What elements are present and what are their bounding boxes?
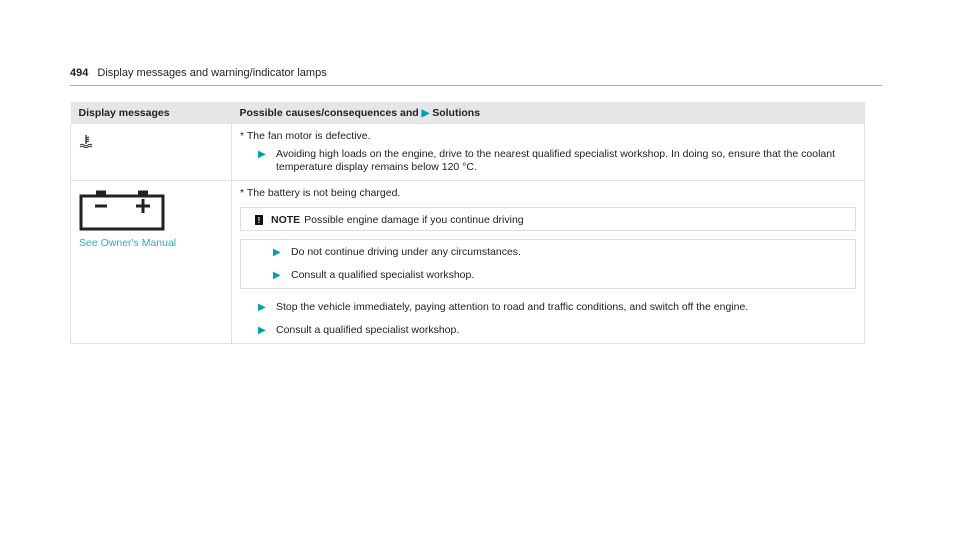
note-box [240, 207, 856, 231]
cooling-fan-icon [79, 134, 93, 148]
play-triangle-icon: ▶ [273, 270, 281, 281]
play-triangle-icon: ▶ [421, 107, 430, 119]
owners-manual-link[interactable]: See Owner's Manual [79, 237, 177, 249]
display-messages-table [70, 102, 865, 344]
causes-solutions-cell [232, 181, 865, 344]
col-header-causes-solutions: Possible causes/consequences and ▶ Solutions [232, 102, 865, 124]
col-header-display-messages: Display messages [71, 102, 232, 124]
play-triangle-icon: ▶ [258, 325, 266, 336]
play-triangle-icon: ▶ [273, 247, 281, 258]
cause-text: * The fan motor is defective. [240, 130, 371, 142]
note-step: ▶ Consult a qualified specialist workshop. [273, 269, 475, 281]
page-title: Display messages and warning/indicator lamps [97, 67, 327, 79]
table-header-row [71, 102, 865, 124]
note-step: ▶ Do not continue driving under any circumstances. [273, 246, 521, 258]
solution-step: ▶ Consult a qualified specialist workshop. [258, 324, 460, 336]
cause-text: * The battery is not being charged. [240, 187, 401, 199]
page-number: 494 [70, 67, 89, 79]
solution-step: ▶ Avoiding high loads on the engine, drive to the nearest qualified specialist workshop. In doing so, ensure that the coolant temperature display remains below 120 °C. [258, 148, 836, 173]
note-text: Possible engine damage if you continue driving [304, 214, 524, 226]
battery-icon [79, 189, 165, 231]
table-row [71, 124, 865, 181]
play-triangle-icon: ▶ [258, 149, 266, 160]
table-row [71, 181, 865, 344]
warning-icon: ! [255, 215, 263, 225]
page-header [70, 66, 882, 80]
display-message-cell [71, 124, 232, 181]
solution-step: ▶ Stop the vehicle immediately, paying attention to road and traffic conditions, and switch off the engine. [258, 301, 749, 313]
causes-solutions-cell [232, 124, 865, 181]
play-triangle-icon: ▶ [258, 302, 266, 313]
header-divider [70, 85, 882, 86]
note-steps-box [240, 239, 856, 289]
note-label: NOTE [271, 214, 301, 226]
display-message-cell [71, 181, 232, 344]
